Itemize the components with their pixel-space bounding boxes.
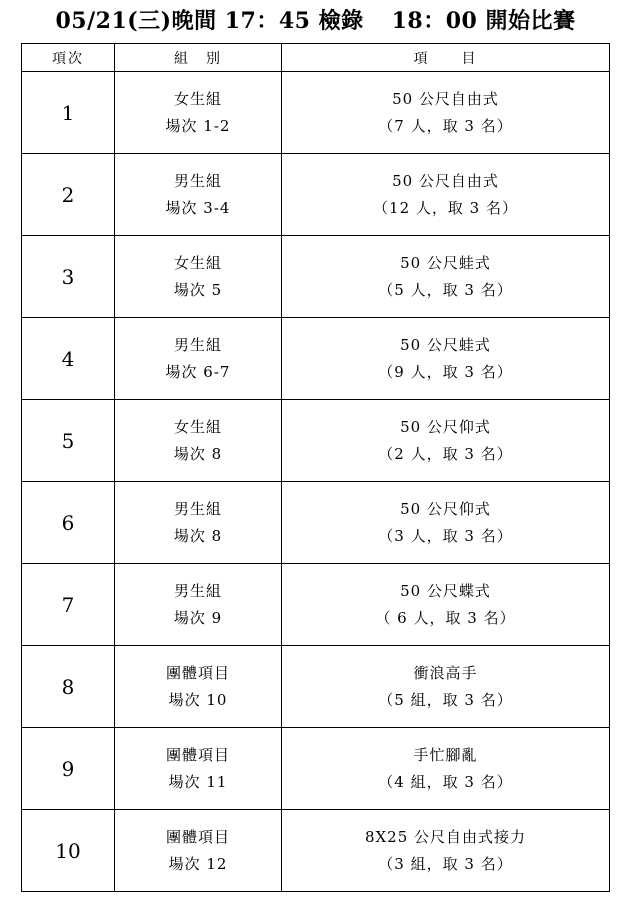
event-name: 8X25 公尺自由式接力 (364, 827, 527, 846)
row-number: 3 (22, 236, 115, 318)
session-number: 場次 8 (173, 444, 223, 463)
row-group-cell (115, 810, 282, 892)
row-event-cell (282, 400, 610, 482)
group-name: 男生組 (173, 581, 222, 600)
row-group-cell (115, 154, 282, 236)
group-name: 女生組 (173, 253, 222, 272)
header-row (22, 44, 610, 72)
event-detail: （3 人，取 3 名） (378, 526, 513, 545)
group-name: 男生組 (173, 335, 222, 354)
event-name: 50 公尺自由式 (392, 89, 499, 108)
event-name: 50 公尺蛙式 (400, 253, 491, 272)
session-number: 場次 6-7 (165, 362, 231, 381)
group-name: 男生組 (173, 171, 222, 190)
event-name: 50 公尺自由式 (392, 171, 499, 190)
row-group-cell (115, 72, 282, 154)
table-row (22, 564, 610, 646)
row-group-cell (115, 318, 282, 400)
event-detail: （3 組，取 3 名） (378, 854, 513, 873)
event-name: 50 公尺蛙式 (400, 335, 491, 354)
row-group-cell (115, 236, 282, 318)
table-row (22, 236, 610, 318)
session-number: 場次 11 (168, 772, 228, 791)
event-name: 50 公尺仰式 (400, 499, 491, 518)
row-group-cell (115, 400, 282, 482)
row-group-cell (115, 564, 282, 646)
row-number: 2 (22, 154, 115, 236)
table-row (22, 810, 610, 892)
title-checkin-time: 05/21(三)晚間 17：45 檢錄 (55, 8, 364, 34)
group-name: 團體項目 (165, 663, 230, 682)
row-number: 6 (22, 482, 115, 564)
event-detail: （5 人，取 3 名） (378, 280, 513, 299)
event-detail: （2 人，取 3 名） (378, 444, 513, 463)
group-name: 女生組 (173, 417, 222, 436)
row-number: 4 (22, 318, 115, 400)
row-number: 9 (22, 728, 115, 810)
session-number: 場次 10 (168, 690, 228, 709)
event-name: 50 公尺仰式 (400, 417, 491, 436)
header-event: 項 目 (282, 44, 610, 72)
table-row (22, 482, 610, 564)
event-detail: （7 人，取 3 名） (378, 116, 513, 135)
row-group-cell (115, 728, 282, 810)
session-number: 場次 12 (168, 854, 228, 873)
event-name: 50 公尺蝶式 (400, 581, 491, 600)
event-detail: （5 組，取 3 名） (378, 690, 513, 709)
event-detail: （9 人，取 3 名） (378, 362, 513, 381)
group-name: 團體項目 (165, 745, 230, 764)
session-number: 場次 9 (173, 608, 223, 627)
schedule-table (21, 43, 610, 892)
table-row (22, 318, 610, 400)
table-row (22, 400, 610, 482)
header-number: 項次 (22, 44, 115, 72)
page-title (0, 4, 631, 35)
event-detail: （12 人，取 3 名） (373, 198, 518, 217)
group-name: 女生組 (173, 89, 222, 108)
event-detail: （4 組，取 3 名） (378, 772, 513, 791)
session-number: 場次 5 (173, 280, 223, 299)
event-name: 手忙腳亂 (413, 745, 478, 764)
title-start-time: 18：00 開始比賽 (391, 8, 576, 34)
session-number: 場次 3-4 (165, 198, 231, 217)
row-number: 8 (22, 646, 115, 728)
row-event-cell (282, 318, 610, 400)
row-event-cell (282, 236, 610, 318)
row-event-cell (282, 810, 610, 892)
row-event-cell (282, 482, 610, 564)
row-event-cell (282, 564, 610, 646)
group-name: 男生組 (173, 499, 222, 518)
row-group-cell (115, 482, 282, 564)
row-number: 1 (22, 72, 115, 154)
table-row (22, 154, 610, 236)
row-number: 5 (22, 400, 115, 482)
row-number: 7 (22, 564, 115, 646)
table-row (22, 646, 610, 728)
session-number: 場次 8 (173, 526, 223, 545)
event-name: 衝浪高手 (413, 663, 478, 682)
group-name: 團體項目 (165, 827, 230, 846)
session-number: 場次 1-2 (165, 116, 231, 135)
row-number: 10 (22, 810, 115, 892)
table-row (22, 728, 610, 810)
header-group: 組 別 (115, 44, 282, 72)
event-detail: （ 6 人，取 3 名） (375, 608, 516, 627)
row-event-cell (282, 72, 610, 154)
row-group-cell (115, 646, 282, 728)
row-event-cell (282, 154, 610, 236)
row-event-cell (282, 646, 610, 728)
row-event-cell (282, 728, 610, 810)
table-row (22, 72, 610, 154)
